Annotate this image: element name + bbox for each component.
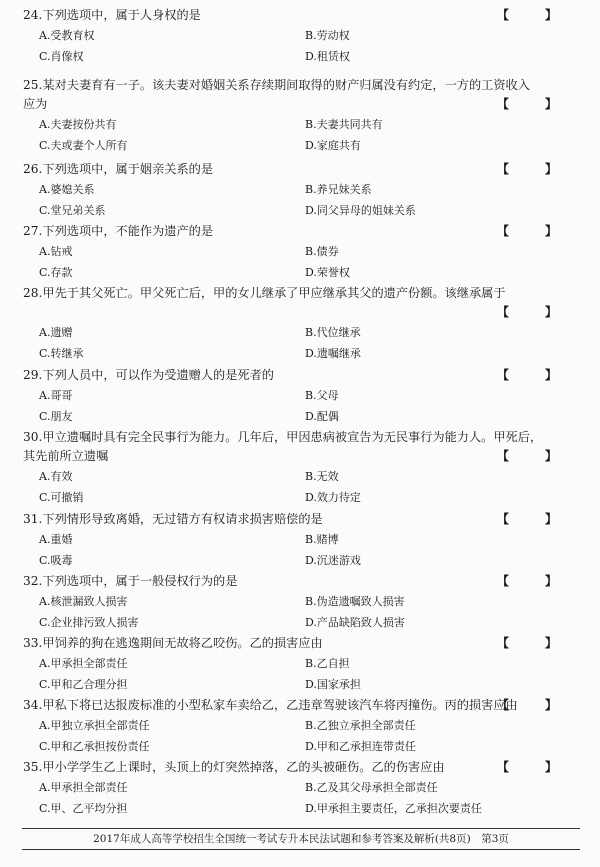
answer-bracket: 【 】 (496, 8, 573, 22)
option-a: A.受教育权 (39, 29, 95, 42)
option-b: B.乙独立承担全部责任 (305, 719, 416, 732)
option-c: C.转继承 (39, 347, 84, 360)
option-b: B.债券 (305, 245, 339, 258)
answer-bracket: 【 】 (496, 162, 573, 176)
answer-bracket: 【 】 (496, 698, 573, 712)
answer-bracket: 【 】 (496, 97, 573, 111)
question-stem: 24.下列选项中，属于人身权的是 (23, 8, 201, 22)
option-d: D.租赁权 (305, 50, 350, 63)
option-c: C.甲和乙承担按份责任 (39, 740, 150, 753)
option-b: B.父母 (305, 389, 339, 402)
question-34 (23, 696, 583, 759)
question-28 (23, 284, 583, 366)
option-a: A.遗赠 (39, 326, 73, 339)
option-d: D.效力待定 (305, 491, 361, 504)
option-c: C.存款 (39, 266, 73, 279)
answer-bracket: 【 】 (496, 305, 573, 319)
option-a: A.核泄漏致人损害 (39, 595, 128, 608)
option-b: B.代位继承 (305, 326, 361, 339)
answer-bracket: 【 】 (496, 449, 573, 463)
question-stem-cont: 其先前所立遗嘱 (23, 449, 109, 463)
option-c: C.可撤销 (39, 491, 84, 504)
option-a: A.有效 (39, 470, 73, 483)
question-26 (23, 160, 583, 223)
option-a: A.甲承担全部责任 (39, 781, 128, 794)
option-d: D.产品缺陷致人损害 (305, 616, 405, 629)
answer-bracket: 【 】 (496, 636, 573, 650)
question-29 (23, 366, 583, 429)
option-a: A.夫妻按份共有 (39, 118, 117, 131)
question-stem: 28.甲先于其父死亡。甲父死亡后，甲的女儿继承了甲应继承其父的遗产份额。该继承属于 (23, 286, 506, 300)
option-b: B.赌博 (305, 533, 339, 546)
question-27 (23, 222, 583, 285)
question-stem: 29.下列人员中，可以作为受遗赠人的是死者的 (23, 368, 274, 382)
answer-bracket: 【 】 (496, 760, 573, 774)
question-25 (23, 76, 583, 158)
answer-bracket: 【 】 (496, 224, 573, 238)
option-c: C.夫或妻个人所有 (39, 139, 128, 152)
question-31 (23, 510, 583, 573)
question-stem: 35.甲小学学生乙上课时，头顶上的灯突然掉落，乙的头被砸伤。乙的伤害应由 (23, 760, 445, 774)
option-a: A.哥哥 (39, 389, 73, 402)
question-32 (23, 572, 583, 635)
option-d: D.国家承担 (305, 678, 361, 691)
option-c: C.堂兄弟关系 (39, 204, 106, 217)
question-stem: 25.某对夫妻育有一子。该夫妻对婚姻关系存续期间取得的财产归属没有约定，一方的工资收入 (23, 78, 530, 92)
question-33 (23, 634, 583, 697)
option-c: C.吸毒 (39, 554, 73, 567)
question-stem: 32.下列选项中，属于一般侵权行为的是 (23, 574, 238, 588)
question-stem: 26.下列选项中，属于姻亲关系的是 (23, 162, 214, 176)
option-b: B.劳动权 (305, 29, 350, 42)
option-c: C.肖像权 (39, 50, 84, 63)
answer-bracket: 【 】 (496, 512, 573, 526)
option-d: D.家庭共有 (305, 139, 361, 152)
option-d: D.同父异母的姐妹关系 (305, 204, 416, 217)
option-b: B.无效 (305, 470, 339, 483)
option-c: C.企业排污致人损害 (39, 616, 139, 629)
question-stem-cont: 应为 (23, 97, 48, 111)
option-a: A.甲独立承担全部责任 (39, 719, 150, 732)
page-footer: 2017年成人高等学校招生全国统一考试专升本民法试题和参考答案及解析(共8页) 第3页 (22, 828, 580, 850)
question-stem: 34.甲私下将已达报废标准的小型私家车卖给乙，乙违章驾驶该汽车将丙撞伤。丙的损害应由 (23, 698, 518, 712)
option-b: B.乙自担 (305, 657, 350, 670)
answer-bracket: 【 】 (496, 368, 573, 382)
question-stem: 31.下列情形导致离婚，无过错方有权请求损害赔偿的是 (23, 512, 323, 526)
option-b: B.养兄妹关系 (305, 183, 372, 196)
option-b: B.伪造遗嘱致人损害 (305, 595, 405, 608)
question-30 (23, 428, 583, 510)
question-stem: 27.下列选项中，不能作为遗产的是 (23, 224, 214, 238)
answer-bracket: 【 】 (496, 574, 573, 588)
option-b: B.夫妻共同共有 (305, 118, 383, 131)
option-d: D.甲和乙承担连带责任 (305, 740, 416, 753)
question-stem: 33.甲饲养的狗在逃逸期间无故将乙咬伤。乙的损害应由 (23, 636, 323, 650)
option-d: D.荣誉权 (305, 266, 350, 279)
question-24 (23, 6, 583, 69)
option-a: A.重婚 (39, 533, 73, 546)
option-b: B.乙及其父母承担全部责任 (305, 781, 438, 794)
option-c: C.甲、乙平均分担 (39, 802, 128, 815)
option-d: D.配偶 (305, 410, 339, 423)
option-c: C.甲和乙合理分担 (39, 678, 128, 691)
option-d: D.遗嘱继承 (305, 347, 361, 360)
option-d: D.沉迷游戏 (305, 554, 361, 567)
option-a: A.甲承担全部责任 (39, 657, 128, 670)
option-a: A.婆媳关系 (39, 183, 95, 196)
option-c: C.朋友 (39, 410, 73, 423)
option-a: A.钻戒 (39, 245, 73, 258)
option-d: D.甲承担主要责任，乙承担次要责任 (305, 802, 482, 815)
question-stem: 30.甲立遗嘱时具有完全民事行为能力。几年后，甲因患病被宣告为无民事行为能力人。甲死后， (23, 430, 543, 444)
question-35 (23, 758, 583, 821)
